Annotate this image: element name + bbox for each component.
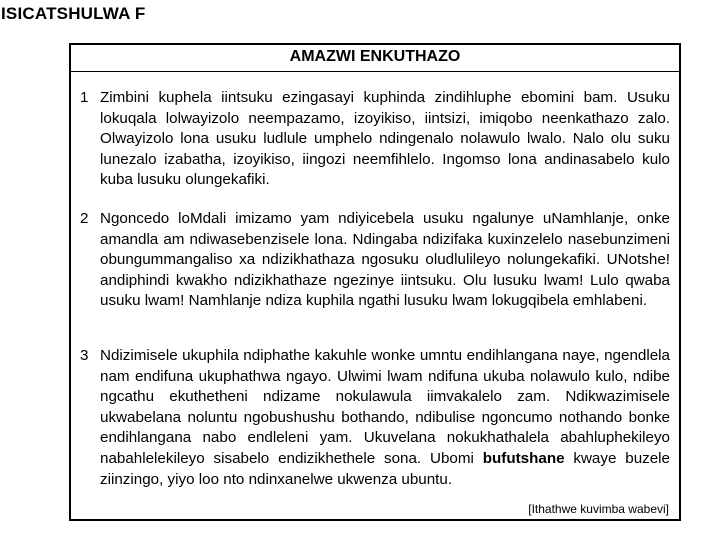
paragraph-3-text-before: Ndizimisele ukuphila ndiphathe kakuhle wonke umntu endihlangana naye, ngendlela nam endifuna ukuphathwa ngayo. Ulwimi lwam ndifuna ukuba nolawulo kulo, ndibe ngcathu ekuthetheni ndizame nokulawula iimvakalelo zam. Ndikwazimisele ukwabelana noluntu ngobushushu bothando, ndibulise ngoncumo nothando bonke endihlangana nabo endleleni yam. Ukuvelana nokukhathalela abahluphekileyo nabahlelekileyo sisabelo endizikhethele sona. Ubomi [100, 347, 670, 467]
paragraph-3-bold-word: bufutshane [482, 449, 565, 467]
paragraph-3 [100, 346, 670, 490]
paragraph-number: 2 [80, 210, 89, 227]
section-title: ISICATSHULWA F [1, 4, 146, 23]
source-citation: [Ithathwe kuvimba wabevi] [528, 502, 669, 516]
paragraph-2: Ngoncedo loMdali imizamo yam ndiyicebela usuku ngalunye uNamhlanje, onke amandla am ndiwasebenzisele lona. Ndingaba ndizifaka kuxinzelelo nasebunzimeni obungummangaliso xa ndizikhathaza ngosuku oludlulileyo nolungekafiki. UNotshe! andiphindi kwakho ndizikhathaze ngezinye iintsuku. Olu lusuku lwam! Lulo qwaba usuku lwam! Namhlanje ndiza kuphila ngathi lusuku lwam lokugqibela emhlabeni. [100, 210, 670, 310]
box-title: AMAZWI ENKUTHAZO [289, 48, 461, 65]
paragraph-number: 3 [80, 347, 89, 364]
paragraph-1: Zimbini kuphela iintsuku ezingasayi kuphinda zindihluphe ebomini bam. Usuku lokuqala lolwayizolo neempazamo, izoyikiso, iintsizi, imiqobo neenkathazo zalo. Olwayizolo lona usuku ludlule umphelo ndingenalo nolawulo lwalo. Nalo olu suku lunezalo izabatha, izoyikiso, iingozi neemfihlelo. Ingomso lona andinasabelo kulo kuba lusuku olungekafiki. [100, 89, 670, 189]
paragraph-number: 1 [80, 89, 89, 106]
paragraph-3-text-after: kwaye buzele ziinzingo, yiyo loo nto ndinxanelwe ukwenza ubuntu. [100, 449, 670, 488]
